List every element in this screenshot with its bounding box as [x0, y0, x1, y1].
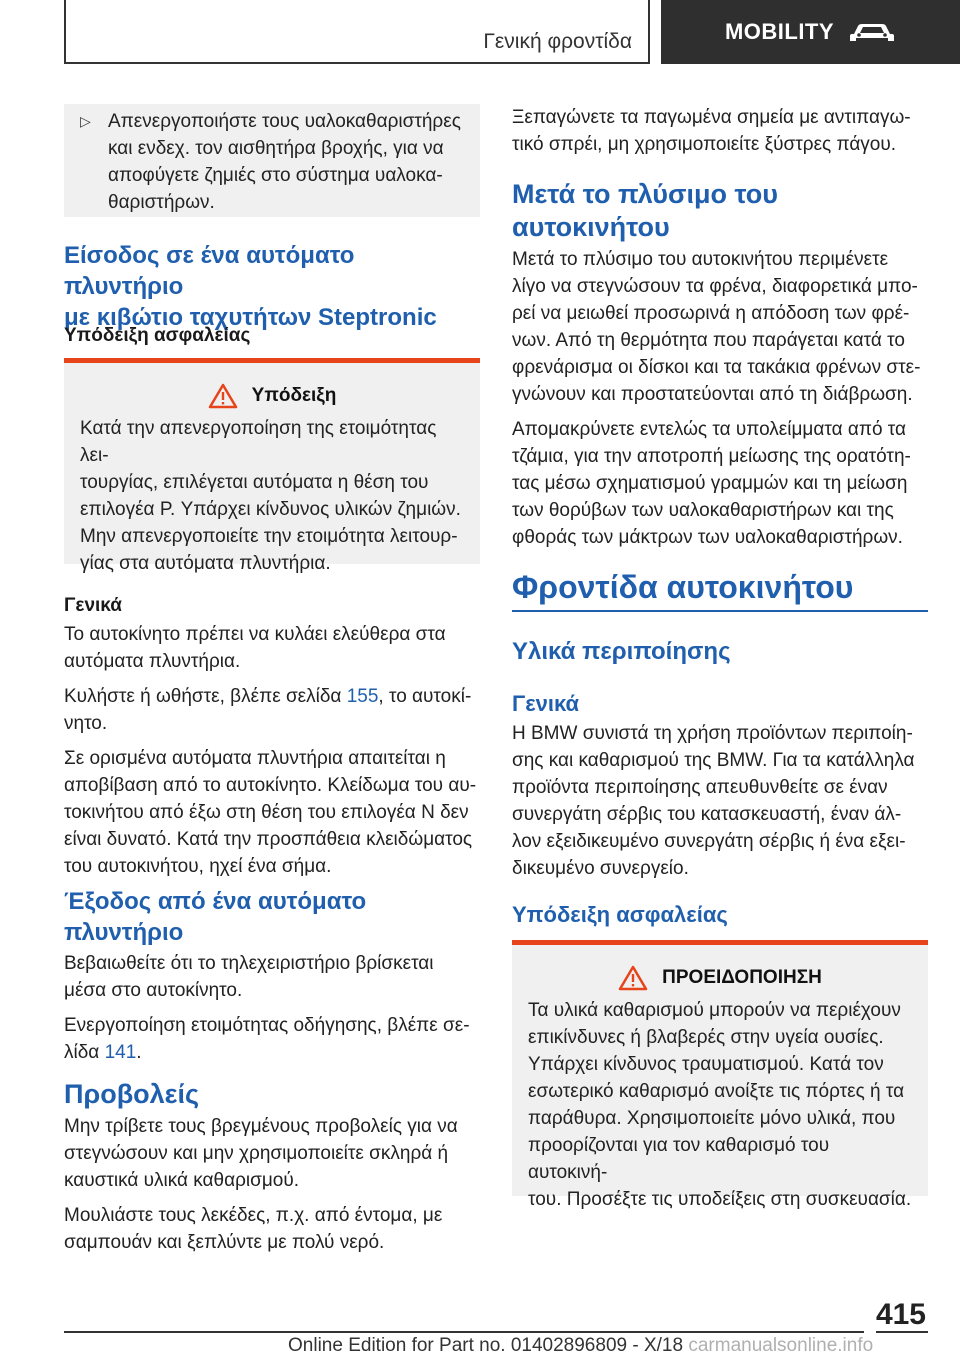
car-icon	[848, 20, 896, 44]
paragraph: Απομακρύνετε εντελώς τα υπολείμματα από τα τζάμια, για την αποτροπή μείωσης της ορατότη- τας μέσω σχηματισμού γραμμών και τη μείωση των θορύβων των υαλοκαθαριστήρων και της φθοράς των μάκτρων των υαλοκαθαριστήρων.	[512, 419, 911, 548]
footer-divider-short	[876, 1331, 928, 1333]
general-section-left	[64, 592, 480, 880]
warning-title: ΠΡΟΕΙΔΟΠΟΙΗΣΗ	[662, 967, 822, 988]
general-section-right	[512, 690, 928, 882]
header-brand-bar	[661, 0, 960, 64]
paragraph: Σε ορισμένα αυτόματα πλυντήρια απαιτείται η αποβίβαση από το αυτοκίνητο. Κλείδωμα του αυ- τοκινήτου από έξω στη θέση του επιλογέα N δεν είναι δυνατό. Κατά την προσπάθεια κλειδώματος του αυτοκινήτου, ηχεί ένα σήμα.	[64, 748, 477, 877]
page-number: 415	[875, 1298, 926, 1331]
instruction-text: Απενεργοποιήστε τους υαλοκαθαριστήρες και ενδεχ. τον αισθητήρα βροχής, για να αποφύγετε ζημιές στο σύστημα υαλοκα- θαριστήρων.	[108, 111, 461, 213]
general-heading-left: Γενικά	[64, 595, 122, 616]
safety-heading-right: Υπόδειξη ασφαλείας	[512, 902, 728, 927]
paragraph: Μετά το πλύσιμο του αυτοκινήτου περιμένετε λίγο να στεγνώσουν τα φρένα, διαφορετικά μπο- ρεί να μειωθεί προσωρινά η απόδοση των φρέ- νων. Από τη θερμότητα που παράγεται κατά το φρενάρισμα οι δίσκοι και τα τακάκια φρένων στε- γνώνουν και προστατεύονται από τη διάβρωση.	[512, 249, 921, 405]
warning-text: Τα υλικά καθαρισμού μπορούν να περιέχουν επικίνδυνες ή βλαβερές στην υγεία ουσίες. Υπάρχει κίνδυνος τραυματισμού. Κατά τον εσωτερικό καθαρισμό ανοίξτε τις πόρτες ή τα παράθυρα. Χρησιμοποιείτε μόνο υλικά, που προορίζονται για τον καθαρισμό του αυτοκινή- του. Προσέξτε τις υποδείξεις στη συσκευασία.	[528, 1000, 912, 1210]
paragraph: Μουλιάστε τους λεκέδες, π.χ. από έντομα, με σαμπουάν και ξεπλύντε με πολύ νερό.	[64, 1205, 443, 1253]
notice-title: Υπόδειξη	[251, 385, 337, 406]
after-wash-section	[512, 178, 928, 551]
header-section-title: Γενική φροντίδα	[483, 30, 632, 53]
paragraph: Μην τρίβετε τους βρεγμένους προβολείς για να στεγνώσουν και μην χρησιμοποιείτε σκληρά ή καυστικά υλικά καθαρισμού.	[64, 1116, 458, 1191]
page-link-155[interactable]: 155	[346, 686, 379, 707]
paragraph-with-link: Ενεργοποίηση ετοιμότητας οδήγησης, βλέπε σε- λίδα 141.	[64, 1015, 470, 1063]
notice-box	[64, 358, 480, 574]
car-care-heading: Φροντίδα αυτοκινήτου	[512, 569, 854, 605]
watermark: carmanualsonline.info	[688, 1335, 874, 1356]
exit-section	[64, 886, 480, 1066]
exit-heading: Έξοδος από ένα αυτόματο πλυντήριο	[64, 888, 367, 946]
footer-edition: Online Edition for Part no. 01402896809 - X/18 carmanualsonline.info	[288, 1335, 874, 1356]
heading-divider	[512, 610, 928, 612]
general-heading-right: Γενικά	[512, 691, 580, 716]
warning-triangle-icon	[208, 383, 238, 409]
products-heading: Υλικά περιποίησης	[512, 638, 731, 665]
footer-divider	[64, 1331, 864, 1333]
after-wash-heading: Μετά το πλύσιμο του αυτοκινήτου	[512, 179, 778, 242]
triangle-right-icon: ▷	[80, 113, 91, 129]
paragraph: Η BMW συνιστά τη χρήση προϊόντων περιποίη- σης και καθαρισμού της BMW. Για τα κατάλληλα προϊόντα περιποίησης απευθυνθείτε σε έναν συνεργάτη σέρβις του κατασκευαστή, έναν άλ- λον εξειδικευμένο συνεργάτη σέρβις ή ένα εξει- δικευμένο συνεργείο.	[512, 723, 915, 879]
intro-paragraph: Ξεπαγώνετε τα παγωμένα σημεία με αντιπαγω- τικό σπρέι, μη χρησιμοποιείτε ξύστρες πάγου.	[512, 107, 911, 155]
steptronic-heading: Είσοδος σε ένα αυτόματο πλυντήριο με κιβώτιο ταχυτήτων Steptronic	[64, 242, 437, 331]
header-frame	[64, 0, 650, 64]
paragraph-with-link: Κυλήστε ή ωθήστε, βλέπε σελίδα 155, το αυτοκί- νητο.	[64, 686, 472, 734]
paragraph: Βεβαιωθείτε ότι το τηλεχειριστήριο βρίσκεται μέσα στο αυτοκίνητο.	[64, 953, 434, 1001]
headlights-section	[64, 1078, 480, 1256]
notice-text: Κατά την απενεργοποίηση της ετοιμότητας λει- τουργίας, επιλέγεται αυτόματα η θέση του επιλογέα P. Υπάρχει κίνδυνος υλικών ζημιών. Μην απενεργοποιείτε την ετοιμότητα λειτουρ- γίας στα αυτόματα πλυντήρια.	[80, 418, 461, 574]
safety-heading-left: Υπόδειξη ασφαλείας	[64, 325, 251, 346]
brand-label: MOBILITY	[724, 19, 835, 44]
paragraph: Το αυτοκίνητο πρέπει να κυλάει ελεύθερα στα αυτόματα πλυντήρια.	[64, 624, 446, 672]
instruction-box	[64, 104, 480, 217]
headlights-heading: Προβολείς	[64, 1079, 200, 1109]
page-link-141[interactable]: 141	[104, 1042, 137, 1063]
car-care-section	[512, 568, 928, 612]
warning-triangle-icon	[618, 965, 648, 991]
warning-box	[512, 940, 928, 1210]
